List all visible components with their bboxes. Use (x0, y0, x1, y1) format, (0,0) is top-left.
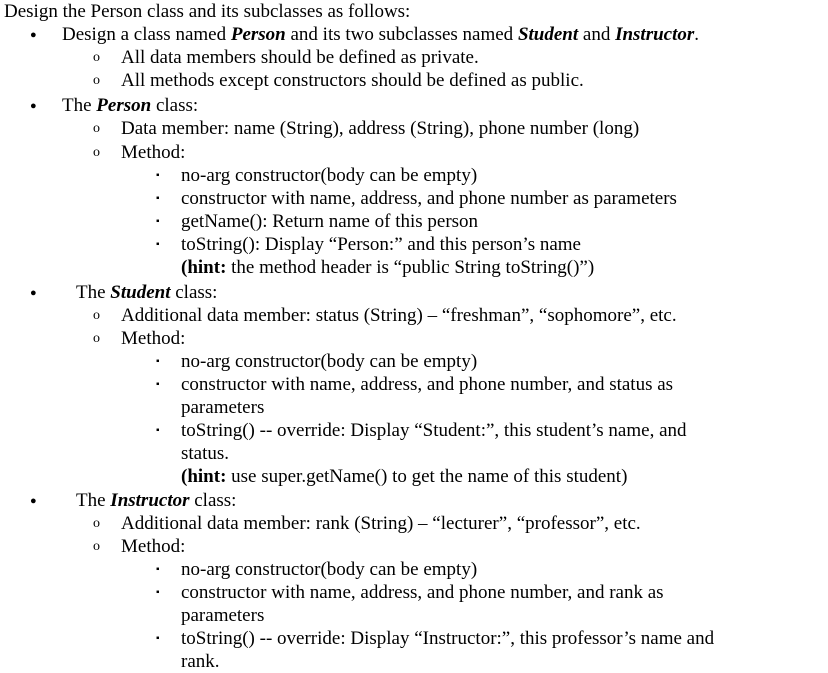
person-method-label: Method: (121, 142, 186, 163)
bullet-square: ▪ (156, 216, 160, 227)
design-pre: Design a class named (62, 24, 231, 45)
design-mid: and its two subclasses named (285, 24, 518, 45)
instructor-method-3a: toString() -- override: Display “Instructor:”, this professor’s name and (181, 628, 715, 649)
bullet-square: ▪ (156, 425, 160, 436)
person-heading (62, 95, 198, 117)
instructor-method-2b: parameters (181, 605, 265, 626)
design-instructor: Instructor (615, 24, 695, 45)
instructor-pre: The (76, 490, 111, 511)
person-hint-text: the method header is “public String toString()”) (226, 257, 595, 278)
bullet-dot: ● (30, 100, 37, 112)
bullet-circle: o (93, 50, 100, 65)
student-method-label: Method: (121, 328, 186, 349)
bullet-circle: o (93, 331, 100, 346)
bullet-dot: ● (30, 495, 37, 507)
instructor-heading (76, 490, 236, 512)
design-and: and (578, 24, 616, 45)
student-hint-text: use super.getName() to get the name of this student) (226, 466, 628, 487)
student-method-1: no-arg constructor(body can be empty) (181, 351, 478, 372)
design-line (62, 24, 699, 46)
student-post: class: (170, 282, 218, 303)
student-method-2a: constructor with name, address, and phone number, and status as (181, 374, 674, 395)
person-method-1: no-arg constructor(body can be empty) (181, 165, 478, 186)
person-name: Person (96, 95, 152, 116)
bullet-square: ▪ (156, 170, 160, 181)
bullet-circle: o (93, 308, 100, 323)
design-student: Student (517, 24, 579, 45)
bullet-circle: o (93, 539, 100, 554)
student-method-2b: parameters (181, 397, 265, 418)
design-person: Person (230, 24, 286, 45)
bullet-dot: ● (30, 29, 37, 41)
person-hint (181, 257, 594, 279)
bullet-circle: o (93, 145, 100, 160)
intro-text: Design the Person class and its subclasses as follows: (4, 1, 411, 22)
bullet-square: ▪ (156, 379, 160, 390)
instructor-name: Instructor (110, 490, 190, 511)
bullet-circle: o (93, 73, 100, 88)
person-data-member: Data member: name (String), address (String), phone number (long) (121, 118, 640, 139)
student-pre: The (76, 282, 111, 303)
bullet-square: ▪ (156, 564, 160, 575)
bullet-circle: o (93, 516, 100, 531)
instructor-method-2a: constructor with name, address, and phone number, and rank as (181, 582, 664, 603)
person-post: class: (151, 95, 199, 116)
bullet-circle: o (93, 121, 100, 136)
bullet-square: ▪ (156, 239, 160, 250)
design-sub-2: All methods except constructors should be defined as public. (121, 70, 584, 91)
student-name: Student (110, 282, 171, 303)
bullet-square: ▪ (156, 587, 160, 598)
design-sub-1: All data members should be defined as private. (121, 47, 479, 68)
person-pre: The (62, 95, 97, 116)
student-hint-label: (hint: (181, 466, 227, 487)
student-data-member: Additional data member: status (String) – “freshman”, “sophomore”, etc. (121, 305, 677, 326)
bullet-square: ▪ (156, 193, 160, 204)
bullet-square: ▪ (156, 356, 160, 367)
instructor-post: class: (189, 490, 237, 511)
person-method-3: getName(): Return name of this person (181, 211, 479, 232)
instructor-data-member: Additional data member: rank (String) – “lecturer”, “professor”, etc. (121, 513, 641, 534)
person-method-2: constructor with name, address, and phone number as parameters (181, 188, 677, 209)
person-method-4: toString(): Display “Person:” and this person’s name (181, 234, 581, 255)
person-hint-label: (hint: (181, 257, 227, 278)
student-method-3a: toString() -- override: Display “Student:”, this student’s name, and (181, 420, 687, 441)
bullet-square: ▪ (156, 633, 160, 644)
student-heading (76, 282, 217, 304)
student-hint (181, 466, 627, 488)
student-method-3b: status. (181, 443, 230, 464)
design-end: . (694, 24, 700, 45)
instructor-method-label: Method: (121, 536, 186, 557)
instructor-method-3b: rank. (181, 651, 220, 672)
bullet-dot: ● (30, 287, 37, 299)
instructor-method-1: no-arg constructor(body can be empty) (181, 559, 478, 580)
